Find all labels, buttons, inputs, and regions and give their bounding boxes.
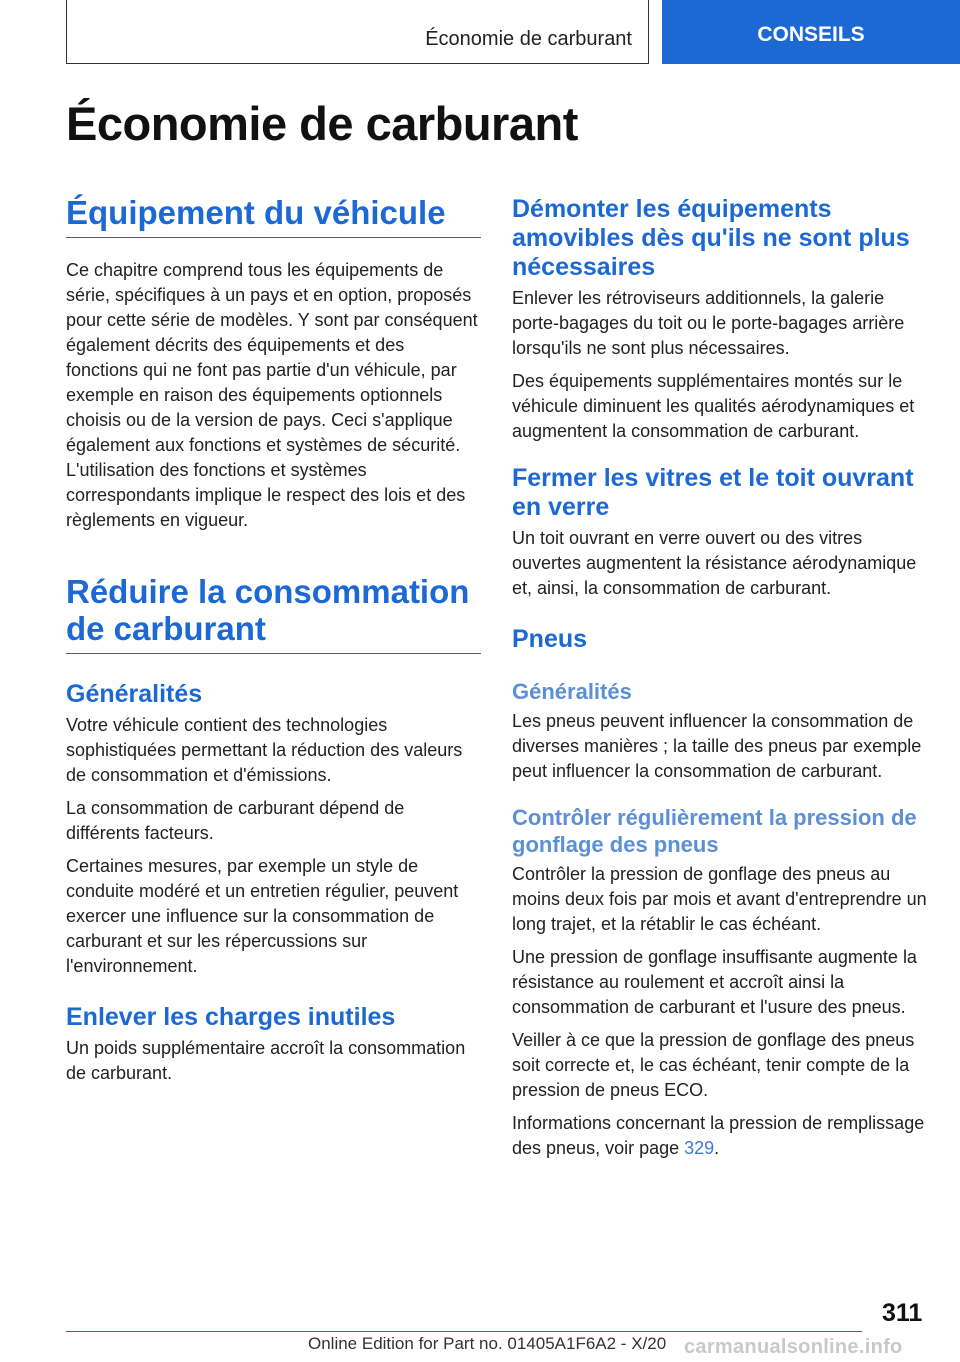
paragraph-pressure-4-end: . <box>714 1138 720 1158</box>
page-title: Économie de carburant <box>66 97 578 150</box>
paragraph-close-windows: Un toit ouvrant en verre ouvert ou des vitres ouvertes augmentent la résistance aérodynamique et, ainsi, la consommation de carburant. <box>512 528 917 598</box>
footer-edition: Online Edition for Part no. 01405A1F6A2 - X/20 <box>308 1334 667 1353</box>
paragraph-pressure-2: Une pression de gonflage insuffisante augmente la résistance au roulement et accroît ainsi la consommation de carburant et l'usure des pneus. <box>512 947 917 1017</box>
paragraph-remove-2: Des équipements supplémentaires montés sur le véhicule diminuent les qualités aérodynamiques et augmentent la consommation de carburant. <box>512 371 915 441</box>
paragraph-tires-general: Les pneus peuvent influencer la consommation de diverses manières ; la taille des pneus par exemple peut influencer la consommation de carburant. <box>512 711 922 781</box>
heading-equipment: Équipement du véhicule <box>66 194 481 238</box>
paragraph-general-2: La consommation de carburant dépend de différents facteurs. <box>66 798 405 843</box>
paragraph-pressure-4-text: Informations concernant la pression de remplissage des pneus, voir page <box>512 1113 925 1158</box>
page-number: 311 <box>882 1299 923 1327</box>
header-box <box>66 0 649 64</box>
watermark: carmanualsonline.info <box>684 1336 903 1358</box>
heading-tires: Pneus <box>512 625 588 653</box>
header-tab-conseils[interactable] <box>662 0 960 64</box>
heading-tire-pressure: Contrôler régulièrement la pression de gonflage des pneus <box>512 805 917 857</box>
page-link-329[interactable]: 329 <box>684 1138 715 1158</box>
footer-divider <box>66 1331 862 1332</box>
header-section-title: Économie de carburant <box>425 28 632 50</box>
heading-general: Généralités <box>66 680 203 708</box>
paragraph-general-1: Votre véhicule contient des technologies sophistiquées permettant la réduction des valeurs de consommation et d'émissions. <box>66 715 463 785</box>
paragraph-remove-loads: Un poids supplémentaire accroît la consommation de carburant. <box>66 1038 466 1083</box>
right-column <box>512 180 928 1169</box>
header-tab-label: CONSEILS <box>757 23 865 46</box>
paragraph-pressure-4 <box>512 1111 928 1161</box>
heading-remove-loads: Enlever les charges inutiles <box>66 1003 396 1031</box>
heading-close-windows: Fermer les vitres et le toit ouvrant en verre <box>512 464 914 521</box>
paragraph-pressure-3: Veiller à ce que la pression de gonflage des pneus soit correcte et, le cas échéant, tenir compte de la pression de pneus ECO. <box>512 1030 915 1100</box>
heading-remove-equipment: Démonter les équipements amovibles dès qu'ils ne sont plus nécessaires <box>512 195 910 281</box>
paragraph-equipment: Ce chapitre comprend tous les équipements de série, spécifiques à un pays et en option, proposés pour cette série de modèles. Y sont par conséquent également décrits des équipements et des fonctions qui ne font pas partie d'un véhicule, par exemple en raison des équipements optionnels choisis ou de la version de pays. Ceci s'applique également aux fonctions et systèmes de sécurité. L'utilisation des fonctions et systèmes correspondants implique le respect des lois et des règlements en vigueur. <box>66 260 478 530</box>
paragraph-pressure-1: Contrôler la pression de gonflage des pneus au moins deux fois par mois et avant d'entreprendre un long trajet, et la rétablir le cas échéant. <box>512 864 927 934</box>
paragraph-general-3: Certaines mesures, par exemple un style de conduite modéré et un entretien régulier, peuvent exercer une influence sur la consommation de carburant et sur les répercussions sur l'environnement. <box>66 856 459 976</box>
left-column <box>66 180 481 1094</box>
heading-tires-general: Généralités <box>512 679 632 704</box>
paragraph-remove-1: Enlever les rétroviseurs additionnels, la galerie porte-bagages du toit ou le porte-bagages arrière lorsqu'ils ne sont plus nécessaires. <box>512 288 905 358</box>
heading-reduce-consumption: Réduire la consommation de carburant <box>66 573 481 654</box>
